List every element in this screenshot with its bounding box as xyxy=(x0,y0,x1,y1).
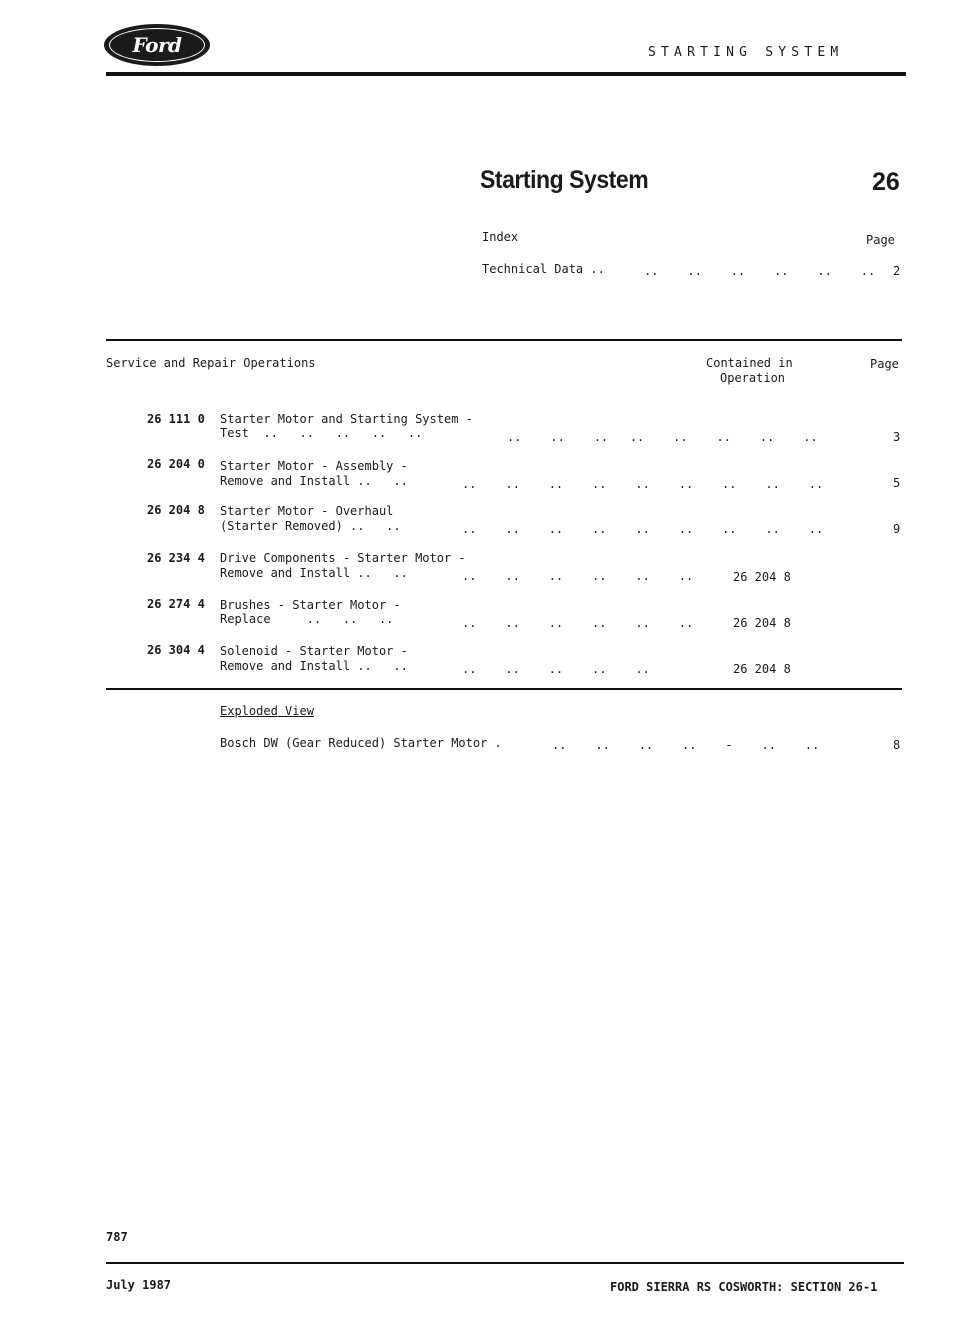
operation-title-cont: Remove and Install .. .. xyxy=(220,659,408,673)
operation-dots: .. .. .. .. .. .. .. .. xyxy=(507,430,818,444)
operation-title-cont: Test .. .. .. .. .. xyxy=(220,426,423,440)
operation-page: 5 xyxy=(893,476,901,490)
running-title: STARTING SYSTEM xyxy=(648,45,844,60)
operation-code: 26 304 4 xyxy=(147,643,205,657)
operation-title: Starter Motor and Starting System - xyxy=(220,412,473,426)
operation-dots: .. .. .. .. .. .. xyxy=(462,616,694,630)
contained-header-line1: Contained in xyxy=(706,356,793,370)
index-item-dots: .. .. .. .. .. .. xyxy=(644,264,876,278)
contained-header-line2: Operation xyxy=(720,371,786,385)
operations-page-header: Page xyxy=(870,357,899,371)
footer-section-ref: FORD SIERRA RS COSWORTH: SECTION 26-1 xyxy=(610,1280,878,1294)
operation-contained: 26 204 8 xyxy=(733,570,791,584)
operation-code: 26 234 4 xyxy=(147,551,205,565)
exploded-view-page: 8 xyxy=(893,738,901,752)
operations-heading: Service and Repair Operations xyxy=(106,356,316,370)
exploded-view-heading: Exploded View xyxy=(220,704,314,718)
operation-title: Brushes - Starter Motor - xyxy=(220,598,401,612)
exploded-view-item: Bosch DW (Gear Reduced) Starter Motor . xyxy=(220,736,502,750)
operation-title-cont: Remove and Install .. .. xyxy=(220,474,408,488)
operation-dots: .. .. .. .. .. xyxy=(462,662,650,676)
operation-dots: .. .. .. .. .. .. .. .. .. xyxy=(462,522,824,536)
operation-code: 26 204 8 xyxy=(147,503,205,517)
section-number: 26 xyxy=(872,168,900,196)
operations-rule xyxy=(106,688,902,690)
operation-contained: 26 204 8 xyxy=(733,662,791,676)
operation-title-cont: Remove and Install .. .. xyxy=(220,566,408,580)
ford-logo-text: Ford xyxy=(132,33,182,57)
operation-title: Starter Motor - Overhaul xyxy=(220,504,394,518)
ford-logo-oval xyxy=(109,28,205,62)
operation-title: Drive Components - Starter Motor - xyxy=(220,551,466,565)
footer-rule xyxy=(106,1262,904,1264)
exploded-view-dots: .. .. .. .. - .. .. xyxy=(552,738,820,752)
operation-title: Solenoid - Starter Motor - xyxy=(220,644,408,658)
index-rule xyxy=(106,339,902,341)
operation-contained: 26 204 8 xyxy=(733,616,791,630)
operation-code: 26 204 0 xyxy=(147,457,205,471)
operation-dots: .. .. .. .. .. .. .. .. .. xyxy=(462,477,824,491)
index-item-page: 2 xyxy=(893,264,901,278)
operation-page: 9 xyxy=(893,522,901,536)
operation-title: Starter Motor - Assembly - xyxy=(220,459,408,473)
operation-code: 26 274 4 xyxy=(147,597,205,611)
ford-logo xyxy=(104,24,210,66)
index-page-header: Page xyxy=(866,233,895,247)
operation-title-cont: (Starter Removed) .. .. xyxy=(220,519,401,533)
operation-dots: .. .. .. .. .. .. xyxy=(462,569,694,583)
index-item-technical-data: Technical Data .. xyxy=(482,262,605,276)
operation-page: 3 xyxy=(893,430,901,444)
footer-date: July 1987 xyxy=(106,1278,172,1292)
operation-code: 26 111 0 xyxy=(147,412,205,426)
operation-title-cont: Replace .. .. .. xyxy=(220,612,394,626)
index-label: Index xyxy=(482,230,519,244)
header-rule xyxy=(106,72,906,76)
page-number: 787 xyxy=(106,1230,128,1244)
page-title: Starting System xyxy=(480,166,649,194)
